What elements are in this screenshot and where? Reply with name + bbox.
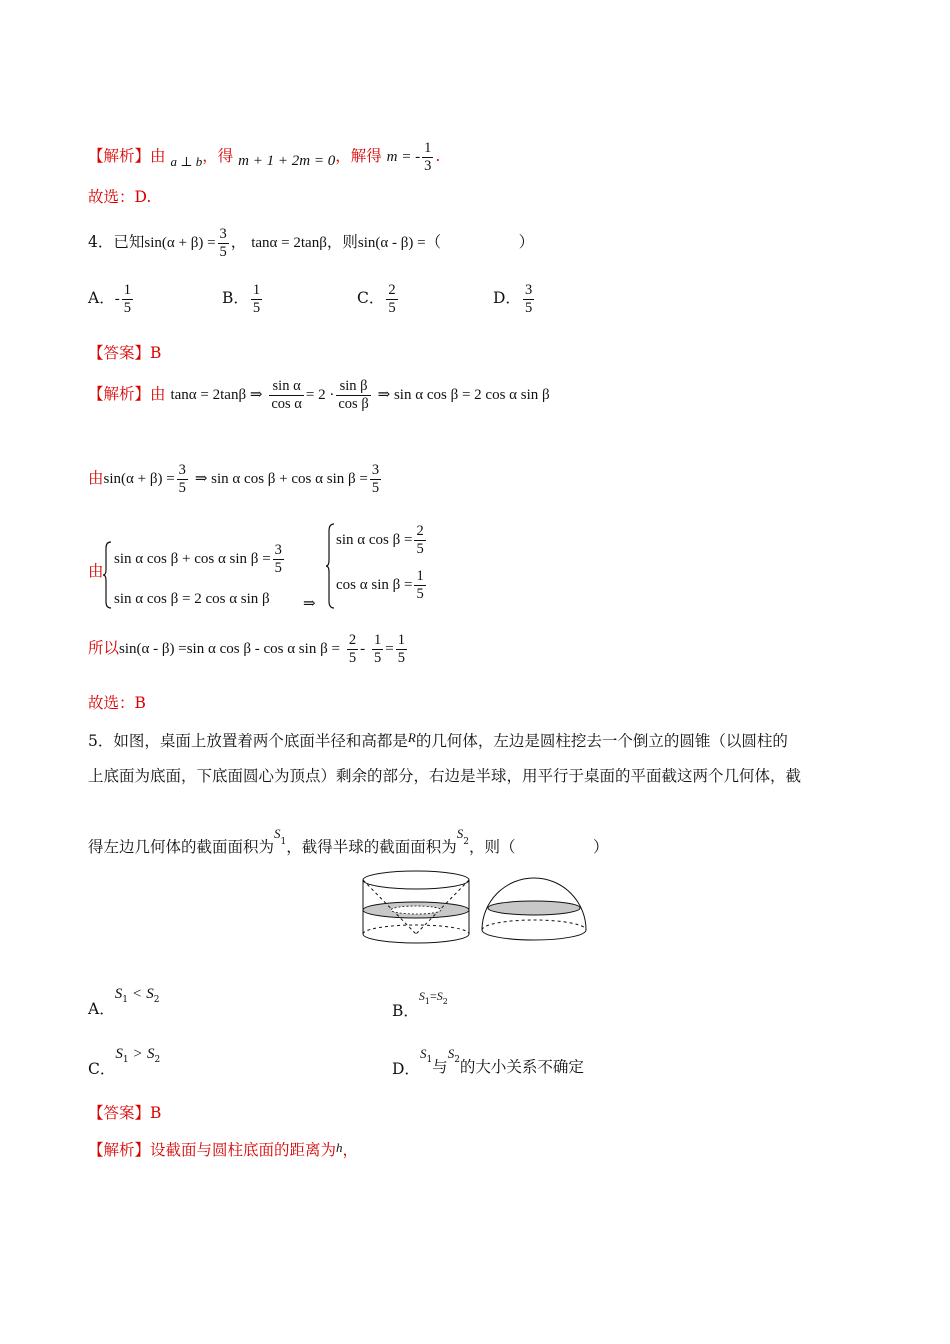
cone-hole [391,906,441,914]
right-brace [326,522,336,610]
q4-choice: 故选：B [88,694,146,712]
geometry-figure [356,868,596,948]
analysis-tag: 【解析】 [88,147,151,166]
analysis-tag: 【解析】 [88,385,151,404]
q5-stem-line1: 5．如图，桌面上放置着两个底面半径和高都是$^R$的几何体，左边是圆柱挖去一个倒立的圆锥（以圆柱的 [88,730,788,750]
implies-arrow: ⇒ [303,596,316,612]
q5-stem-line3: 得左边几何体的截面面积为$^S_1$，截得半球的截面面积为$^S_2$，则（ ） [88,826,609,856]
cylinder-top [363,871,469,889]
q3-choice: 故选：D. [88,188,152,206]
q4-option-a: A．- $\frac{1}{5}$ [88,282,131,316]
system-eq2: sin α cos β = 2 cos α sin β [114,591,270,607]
q4-solution-line3-prefix: 由 [88,562,104,580]
q4-solution-line2: 由sin(α + β) = $\frac{3}{5}$ ⇒ sin α cos β + cos α sin β = $\frac{3}{5}$ [88,462,380,496]
left-brace [103,540,113,610]
q4-option-b: B． $\frac{1}{5}$ [222,282,261,316]
q5-stem-line2: 上底面为底面，下底面圆心为顶点）剩余的部分，右边是半球，用平行于桌面的平面截这两个几何体，截 [88,767,802,785]
cylinder-with-cone [363,871,469,943]
system-result2: cos α sin β = $\frac{1}{5}$ [336,568,424,602]
result: m = - [386,149,421,166]
question-number: 4．已知 [88,233,145,252]
q4-solution-line1: 【解析】由 tanα = 2tanβ ⇒ $\frac{\text{sin α}}{\text{cos α}}$ = 2 · $\frac{\text{sin β}}{\text{cos β}}$ ⇒ sin α cos β = 2 cos α sin β [88,378,550,412]
hemisphere [482,878,586,940]
q4-option-d: D． $\frac{3}{5}$ [493,282,533,316]
q4-option-c: C． $\frac{2}{5}$ [357,282,396,316]
q5-solution-line1: 【解析】设截面与圆柱底面的距离为h， [88,1140,359,1159]
q3-solution-line: 【解析】由 $_{a \perp b}$，得 m + 1 + 2m = 0，解得 m = - $\frac{1}{3}$ . [88,140,441,174]
q5-option-b: B．$S_1=S_2$ [392,989,448,1020]
equation: m + 1 + 2m = 0 [238,153,336,170]
q4-answer: 【答案】B [88,344,162,362]
perp-condition: a ⊥ b [170,154,203,170]
q4-stem: 4．已知sin(α + β) = $\frac{3}{5}$ ， tanα = 2tanβ，则sin(α - β) =（ ） [88,226,535,260]
q5-answer: 【答案】B [88,1104,162,1122]
fraction: $\frac{1}{3}$ [424,140,432,174]
system-result1: sin α cos β = $\frac{2}{5}$ [336,523,424,557]
system-eq1: sin α cos β + cos α sin β = $\frac{3}{5}$ [114,542,282,576]
q5-option-c: C．$S_1 > S_2$ [88,1046,161,1078]
q5-option-a: A．$S_1 < S_2$ [88,986,160,1018]
q5-option-d: D．$S_1$与$S_2$的大小关系不确定 [392,1046,584,1078]
hemisphere-cross-section [488,901,580,915]
q4-solution-line4: 所以sin(α - β) =sin α cos β - cos α sin β = $\frac{2}{5}$ - $\frac{1}{5}$ = $\frac{1}{5}$ [88,632,405,666]
analysis-tag: 【解析】 [88,1141,151,1159]
